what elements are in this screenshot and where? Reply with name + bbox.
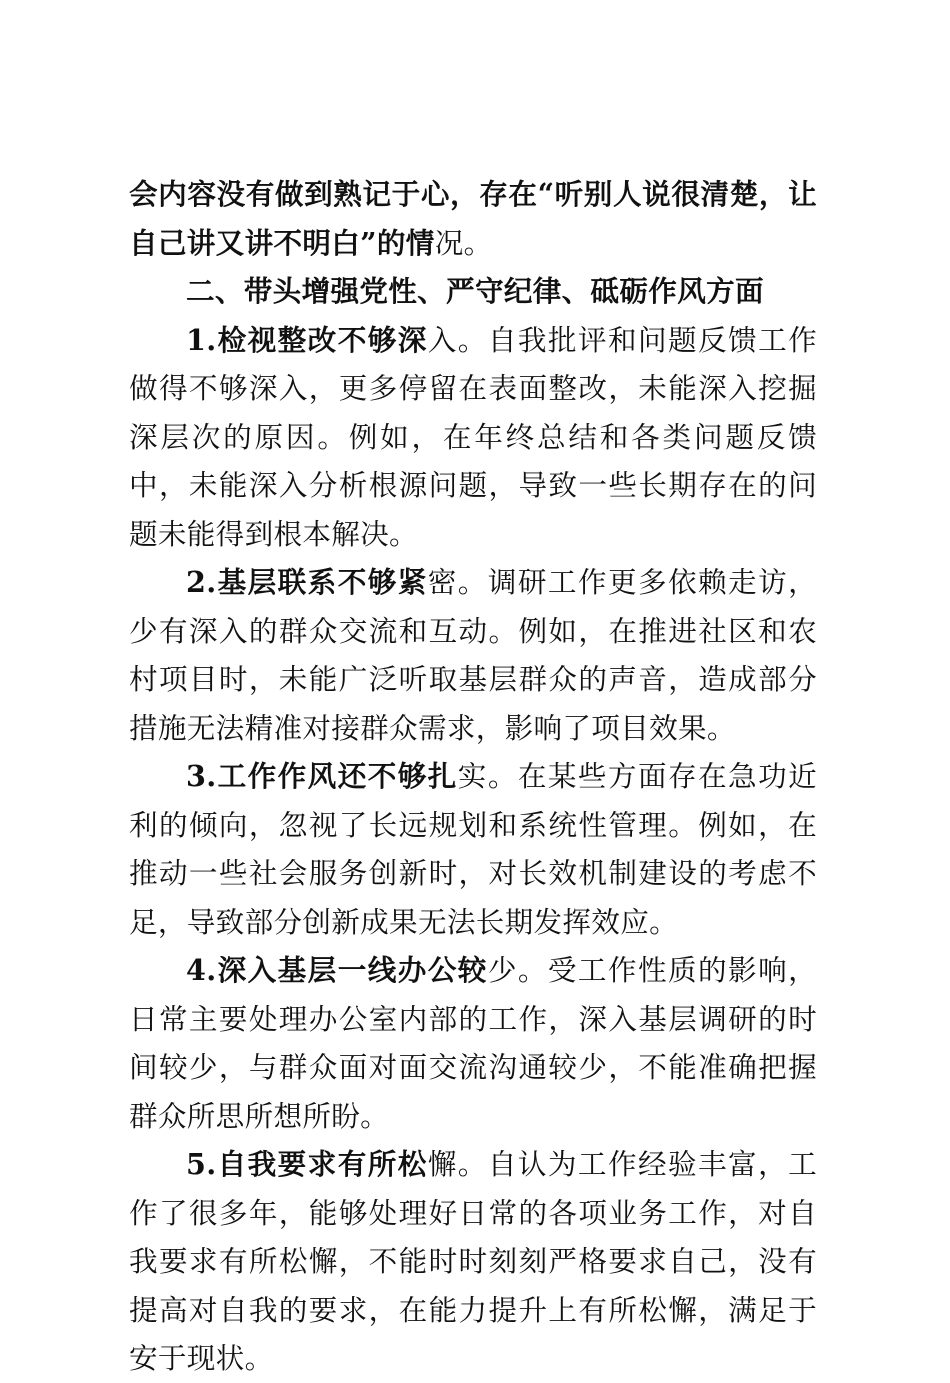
item-body: 懈。自认为工作经验丰富，工作了很多年，能够处理好日常的各项业务工作，对自我要求有所松懈，不能时时刻刻严格要求自己，没有提高对自我的要求，在能力提升上有所松懈，满足于安于现状。 xyxy=(129,1147,817,1375)
list-item xyxy=(129,752,817,946)
list-item xyxy=(129,1140,817,1383)
item-title: 4.深入基层一线办公较 xyxy=(186,953,488,987)
item-body: 密。调研工作更多依赖走访，少有深入的群众交流和互动。例如，在推进社区和农村项目时，未能广泛听取基层群众的声音，造成部分措施无法精准对接群众需求，影响了项目效果。 xyxy=(129,565,817,745)
continuation-plain-text: 况。 xyxy=(434,225,493,260)
list-item xyxy=(129,558,817,752)
item-title: 5.自我要求有所松 xyxy=(186,1147,428,1181)
item-body: 入。自我批评和问题反馈工作做得不够深入，更多停留在表面整改，未能深入挖掘深层次的原因。例如，在年终总结和各类问题反馈中，未能深入分析根源问题，导致一些长期存在的问题未能得到根本解决。 xyxy=(129,322,817,551)
list-item xyxy=(129,946,817,1140)
list-item xyxy=(129,316,817,559)
item-title: 3.工作作风还不够扎 xyxy=(186,759,458,793)
section-heading: 二、带头增强党性、严守纪律、砥砺作风方面 xyxy=(186,274,764,308)
item-title: 2.基层联系不够紧 xyxy=(186,565,428,599)
continuation-bold-text: 会内容没有做到熟记于心，存在“听别人说很清楚，让自己讲又讲不明白”的情 xyxy=(129,177,817,260)
item-body: 实。在某些方面存在急功近利的倾向，忽视了长远规划和系统性管理。例如，在推动一些社会服务创新时，对长效机制建设的考虑不足，导致部分创新成果无法长期发挥效应。 xyxy=(129,759,817,939)
item-body: 少。受工作性质的影响，日常主要处理办公室内部的工作，深入基层调研的时间较少，与群众面对面交流沟通较少，不能准确把握群众所思所想所盼。 xyxy=(129,953,817,1133)
item-title: 1.检视整改不够深 xyxy=(186,322,428,357)
continuation-paragraph xyxy=(129,170,817,267)
document-page xyxy=(129,170,817,1383)
